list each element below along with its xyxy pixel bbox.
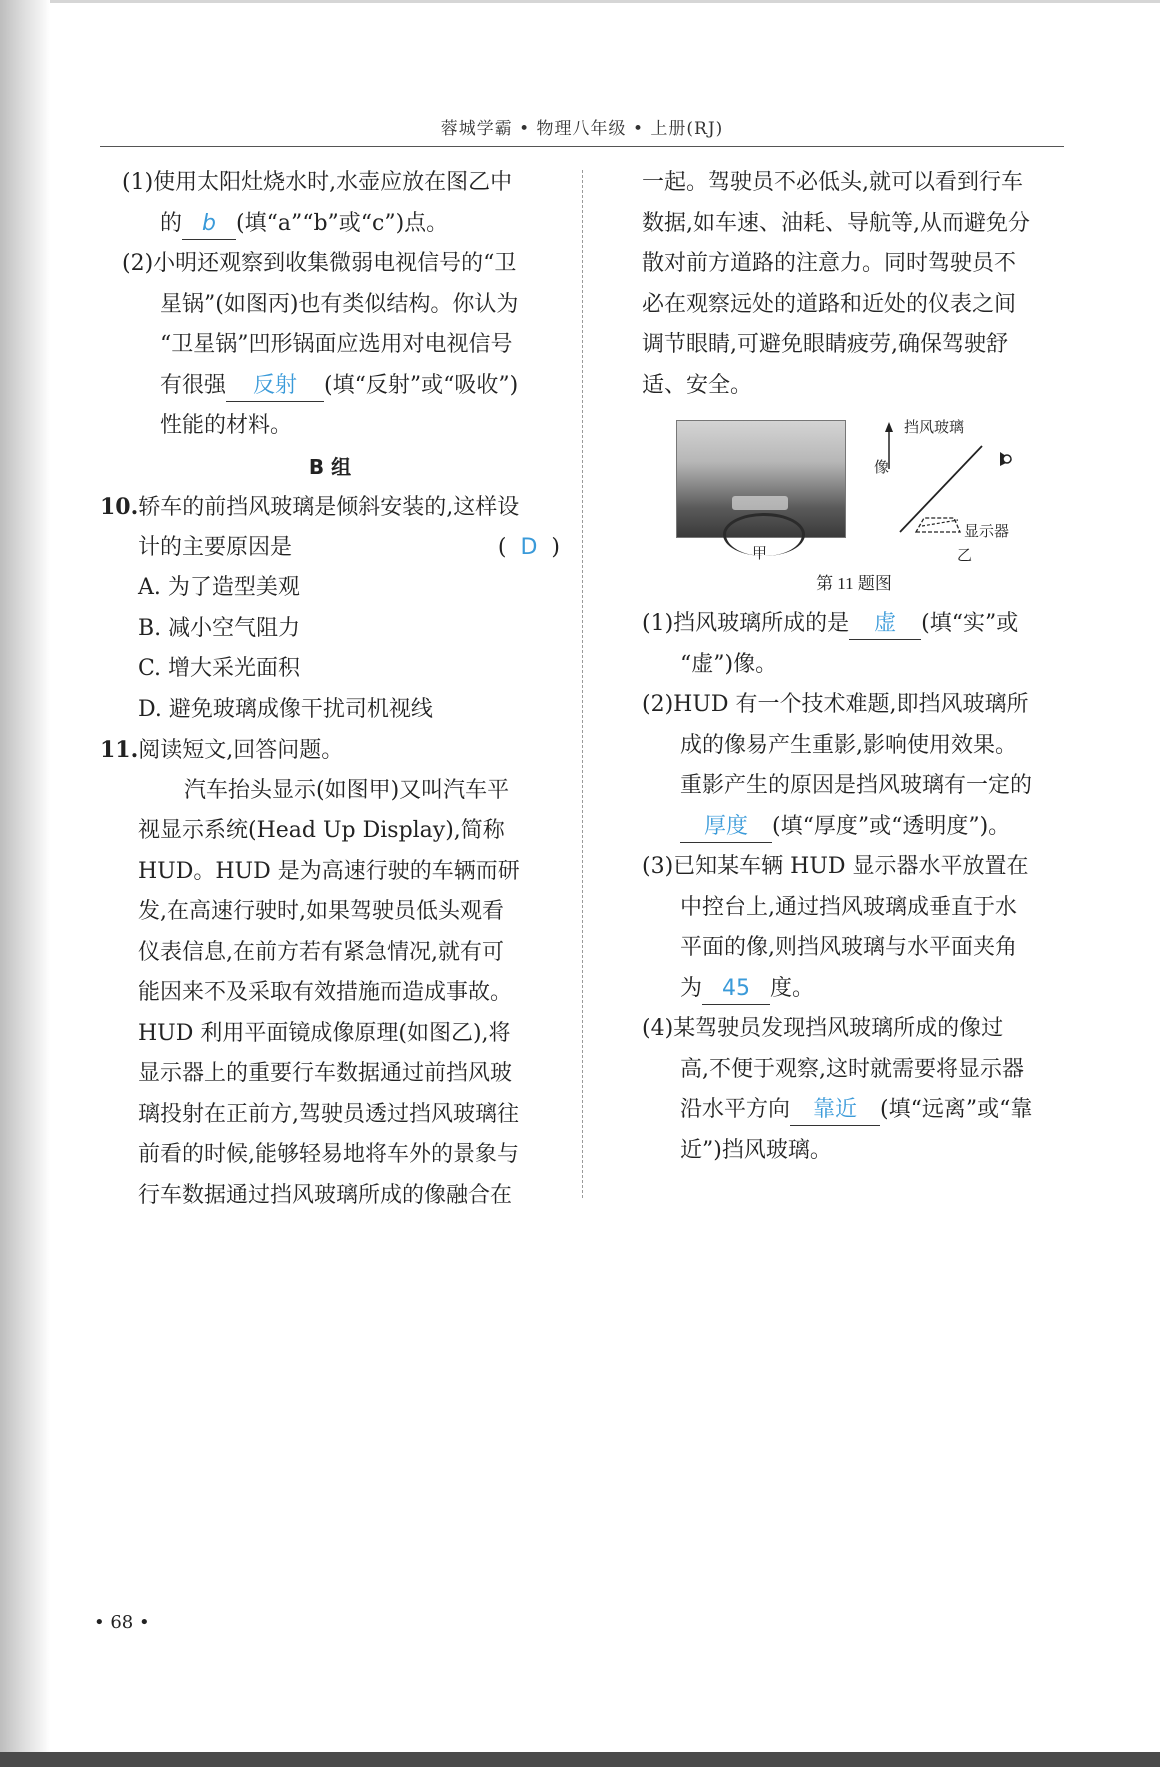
hud-projection <box>732 496 788 510</box>
sub3-line4 <box>642 969 1066 1010</box>
sub4-pre: 沿水平方向 <box>680 1097 791 1122</box>
sub2-post: (填“厚度”或“透明度”)。 <box>772 813 1011 839</box>
q9-part2-pre: 有很强 <box>160 372 227 398</box>
sub1-post: (填“实”或 <box>921 611 1019 636</box>
sub3-line1: (3)已知某车辆 HUD 显示器水平放置在 <box>642 854 1029 879</box>
sub3-line3: 平面的像,则挡风玻璃与水平面夹角 <box>680 935 1017 960</box>
q9-part1-line1: (1)使用太阳灶烧水时,水壶应放在图乙中 <box>122 170 513 195</box>
windshield-label: 挡风玻璃 <box>904 418 965 436</box>
right-passage-line: 散对前方道路的注意力。同时驾驶员不 <box>642 251 1017 276</box>
display-label: 显示器 <box>964 522 1010 540</box>
figure-caption: 第 11 题图 <box>816 574 892 593</box>
q9-part1-line2 <box>100 204 560 245</box>
q11-passage-line: 行车数据通过挡风玻璃所成的像融合在 <box>138 1182 513 1208</box>
group-title: B 组 <box>308 454 352 479</box>
running-header: 蓉城学霸 • 物理八年级 • 上册(RJ) <box>440 119 724 139</box>
sub2-line2: 成的像易产生重影,影响使用效果。 <box>680 732 1017 758</box>
sub1-line1 <box>642 604 1066 645</box>
right-passage-line: 数据,如车速、油耗、导航等,从而避免分 <box>642 210 1030 236</box>
windshield-line <box>900 446 982 532</box>
q10-option-b: B. 减小空气阻力 <box>138 615 301 641</box>
q11-passage-line: HUD 利用平面镜成像原理(如图乙),将 <box>138 1020 511 1046</box>
q10-answer-paren <box>498 528 560 569</box>
sub3-post: 度。 <box>770 975 815 1001</box>
header-rule <box>100 146 1064 147</box>
q10-line1 <box>100 487 560 528</box>
sub3-line2: 中控台上,通过挡风玻璃成垂直于水 <box>680 894 1017 920</box>
q9-part2-line2: 星锅”(如图丙)也有类似结构。你认为 <box>160 291 519 317</box>
q10-text2: 计的主要原因是 <box>138 534 293 560</box>
sub2-line4 <box>642 807 1066 848</box>
q11-passage-line: 发,在高速行驶时,如果驾驶员低头观看 <box>138 899 504 924</box>
image-arrow-head <box>885 422 893 432</box>
display-box <box>916 518 960 532</box>
q10-text1: 轿车的前挡风玻璃是倾斜安装的,这样设 <box>138 495 520 520</box>
sub1-pre: (1)挡风玻璃所成的是 <box>642 611 850 636</box>
sub2-line3: 重影产生的原因是挡风玻璃有一定的 <box>680 773 1033 798</box>
q10-paren-open: ( <box>497 534 507 560</box>
q11-passage-line: 仪表信息,在前方若有紧急情况,就有可 <box>138 939 504 965</box>
right-column <box>642 163 1066 1171</box>
page-number: • 68 • <box>94 1612 150 1633</box>
sub4-line3 <box>642 1090 1066 1131</box>
sub4-line1: (4)某驾驶员发现挡风玻璃所成的像过 <box>642 1016 1004 1041</box>
q11-passage-line: 视显示系统(Head Up Display),简称 <box>138 818 505 843</box>
sub4-answer-blank[interactable]: 靠近 <box>790 1095 880 1126</box>
figure-11 <box>642 414 1066 564</box>
sub4-post: (填“远离”或“靠 <box>880 1097 1033 1122</box>
q11-passage-line: 璃投射在正前方,驾驶员透过挡风玻璃往 <box>138 1101 519 1127</box>
sub1-line2: “虚”)像。 <box>680 651 778 677</box>
q9-part2-line3: “卫星锅”凹形锅面应选用对电视信号 <box>160 332 513 357</box>
q10-number: 10. <box>100 494 139 520</box>
page-binding-shadow <box>0 0 50 1767</box>
page-bottom-edge <box>0 1752 1160 1767</box>
q10-paren-close: ) <box>551 534 560 560</box>
q9-part2-line1: (2)小明还观察到收集微弱电视信号的“卫 <box>122 251 517 276</box>
figure-jia-label: 甲 <box>752 544 768 562</box>
sub2-answer-blank[interactable]: 厚度 <box>680 812 772 843</box>
q11-number: 11. <box>100 737 139 763</box>
q11-passage-line: 汽车抬头显示(如图甲)又叫汽车平 <box>184 777 510 803</box>
q11-passage-line: 前看的时候,能够轻易地将车外的景象与 <box>138 1142 519 1167</box>
right-passage-line: 一起。驾驶员不必低头,就可以看到行车 <box>642 170 1023 195</box>
hud-diagram <box>862 414 1062 564</box>
q10-option-d: D. 避免玻璃成像干扰司机视线 <box>138 696 433 722</box>
q11-passage-line: HUD。HUD 是为高速行驶的车辆而研 <box>138 858 520 884</box>
q9-part2-post: (填“反射”或“吸收”) <box>324 372 519 398</box>
left-column <box>100 163 560 1216</box>
q9-part1-answer-blank[interactable]: b <box>182 209 236 240</box>
q11-passage-line: 显示器上的重要行车数据通过前挡风玻 <box>138 1061 513 1086</box>
q11-intro-line <box>100 730 560 771</box>
q9-part1-pre: 的 <box>160 210 183 236</box>
right-passage-line: 适、安全。 <box>642 372 753 398</box>
right-passage-line: 必在观察远处的道路和近处的仪表之间 <box>642 291 1017 317</box>
hud-photo <box>676 420 846 538</box>
q11-intro: 阅读短文,回答问题。 <box>138 738 344 763</box>
q11-passage-line: 能因来不及采取有效措施而造成事故。 <box>138 980 513 1005</box>
q9-part2-line4 <box>100 366 560 407</box>
sub2-line1: (2)HUD 有一个技术难题,即挡风玻璃所 <box>642 692 1029 717</box>
sub1-answer-blank[interactable]: 虚 <box>849 609 921 640</box>
image-label: 像 <box>874 458 890 476</box>
q9-part1-post: (填“a”“b”或“c”)点。 <box>236 210 449 236</box>
sub4-line4: 近”)挡风玻璃。 <box>680 1137 832 1163</box>
column-divider <box>582 170 583 1198</box>
q10-line2 <box>100 528 560 569</box>
right-passage-line: 调节眼睛,可避免眼睛疲劳,确保驾驶舒 <box>642 332 1008 357</box>
q10-option-c: C. 增大采光面积 <box>138 656 301 681</box>
q10-option-a: A. 为了造型美观 <box>138 575 300 600</box>
sub3-pre: 为 <box>680 975 703 1001</box>
page-top-edge <box>0 0 1160 3</box>
q10-answer[interactable]: D <box>520 534 538 560</box>
q9-part2-line5: 性能的材料。 <box>160 413 293 438</box>
q9-part2-answer-blank[interactable]: 反射 <box>226 371 324 402</box>
figure-yi-label: 乙 <box>957 546 973 564</box>
sub4-line2: 高,不便于观察,这时就需要将显示器 <box>680 1056 1024 1082</box>
sub3-answer-blank[interactable]: 45 <box>702 974 770 1005</box>
